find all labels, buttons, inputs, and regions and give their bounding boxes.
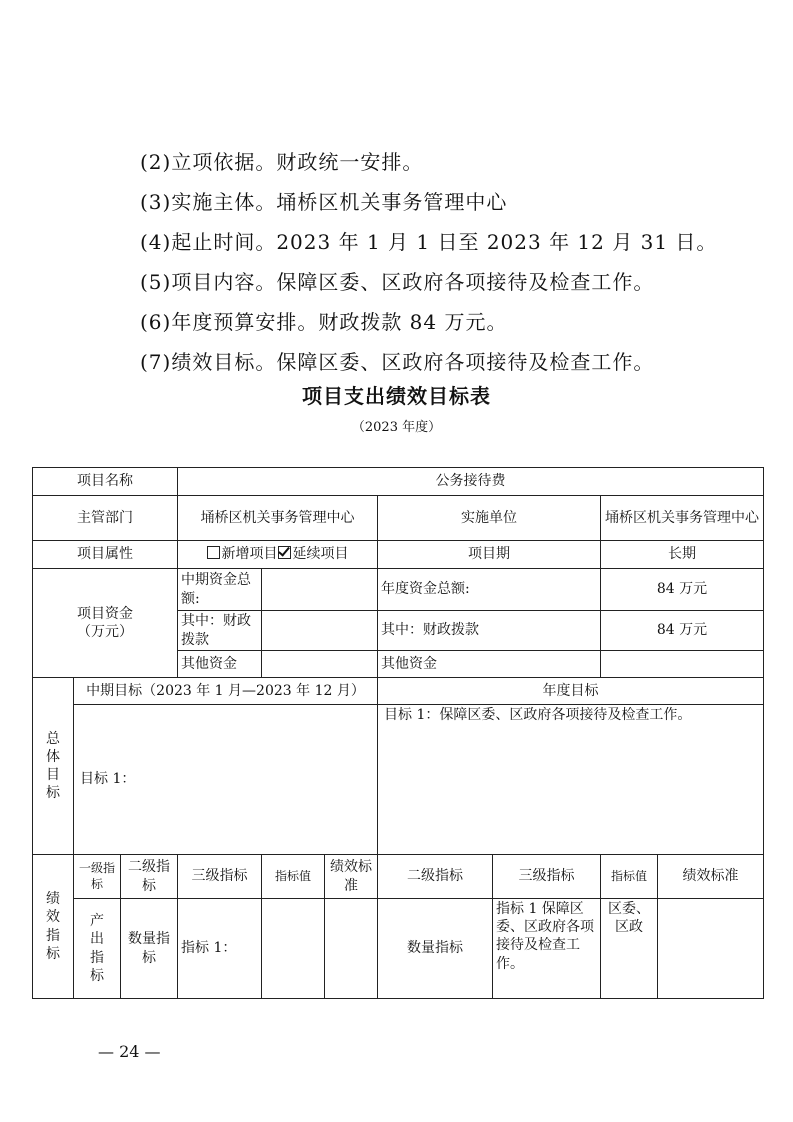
mid-total-value: [262, 569, 378, 611]
year-goal-header: 年度目标: [378, 678, 764, 705]
new-project-label: 新增项目: [221, 546, 278, 563]
mid-quantity-indicator: 数量指标: [121, 899, 178, 999]
funds-unit: （万元）: [77, 624, 133, 640]
mid-total-label: 中期资金总额:: [178, 569, 262, 611]
attr-label: 项目属性: [33, 541, 178, 569]
table-title: 项目支出绩效目标表: [302, 384, 491, 408]
attr-options: [178, 541, 378, 569]
continuing-project-label: 延续项目: [292, 546, 349, 563]
dept-label: 主管部门: [33, 496, 178, 541]
paragraph-basis: (2)立项依据。财政统一安排。: [140, 150, 424, 174]
year-indicator-value: 区委、区政: [601, 899, 658, 999]
page-number: — 24 —: [98, 1042, 161, 1061]
header-mid-value: 指标值: [262, 855, 325, 899]
mid-indicator-1: 指标 1：: [178, 899, 262, 999]
header-year-level2: 二级指标: [378, 855, 493, 899]
dept-value: 埇桥区机关事务管理中心: [178, 496, 378, 541]
period-value: 长期: [601, 541, 764, 569]
project-name-value: 公务接待费: [178, 468, 764, 496]
paragraph-content: (5)项目内容。保障区委、区政府各项接待及检查工作。: [140, 270, 655, 294]
year-indicator-1: 指标 1 保障区委、区政府各项接待及检查工作。: [493, 899, 601, 999]
mid-other-value: [262, 651, 378, 678]
year-total-label: 年度资金总额:: [378, 569, 601, 611]
period-label: 项目期: [378, 541, 601, 569]
year-other-value: [601, 651, 764, 678]
header-level1: 一级指标: [74, 855, 121, 899]
year-fiscal-label: 其中：财政拨款: [378, 611, 601, 651]
funds-label: [33, 569, 178, 678]
mid-goal-header: 中期目标（2023 年 1 月—2023 年 12 月）: [74, 678, 378, 705]
project-name-label: 项目名称: [33, 468, 178, 496]
mid-other-label: 其他资金: [178, 651, 262, 678]
paragraph-implementer: (3)实施主体。埇桥区机关事务管理中心: [140, 190, 508, 214]
paragraph-goal: (7)绩效目标。保障区委、区政府各项接待及检查工作。: [140, 350, 655, 374]
paragraph-budget: (6)年度预算安排。财政拨款 84 万元。: [140, 310, 508, 334]
mid-goal-text: 目标 1：: [74, 705, 378, 855]
paragraph-period: (4)起止时间。2023 年 1 月 1 日至 2023 年 12 月 31 日。: [140, 230, 718, 254]
header-mid-level2: 二级指标: [121, 855, 178, 899]
year-indicator-standard: [658, 899, 764, 999]
mid-indicator-value: [262, 899, 325, 999]
year-fiscal-value: 84 万元: [601, 611, 764, 651]
performance-target-table: [32, 467, 764, 999]
table-subtitle: （2023 年度）: [351, 420, 442, 435]
continuing-project-checkbox[interactable]: [278, 546, 291, 559]
year-other-label: 其他资金: [378, 651, 601, 678]
new-project-checkbox[interactable]: [207, 546, 220, 559]
overall-target-label: 总 体 目 标: [33, 678, 74, 855]
impl-value: 埇桥区机关事务管理中心: [601, 496, 764, 541]
header-mid-level3: 三级指标: [178, 855, 262, 899]
header-year-level3: 三级指标: [493, 855, 601, 899]
year-quantity-indicator: 数量指标: [378, 899, 493, 999]
year-total-value: 84 万元: [601, 569, 764, 611]
output-indicator-label: 产 出 指 标: [74, 899, 121, 999]
header-year-standard: 绩效标准: [658, 855, 764, 899]
mid-fiscal-value: [262, 611, 378, 651]
mid-indicator-standard: [325, 899, 378, 999]
mid-fiscal-label: 其中：财政拨款: [178, 611, 262, 651]
funds-label-text: 项目资金: [77, 605, 133, 622]
header-mid-standard: 绩效标准: [325, 855, 378, 899]
year-goal-text: 目标 1：保障区委、区政府各项接待及检查工作。: [378, 705, 764, 855]
perf-indicator-label: 绩 效 指 标: [33, 855, 74, 999]
impl-label: 实施单位: [378, 496, 601, 541]
header-year-value: 指标值: [601, 855, 658, 899]
